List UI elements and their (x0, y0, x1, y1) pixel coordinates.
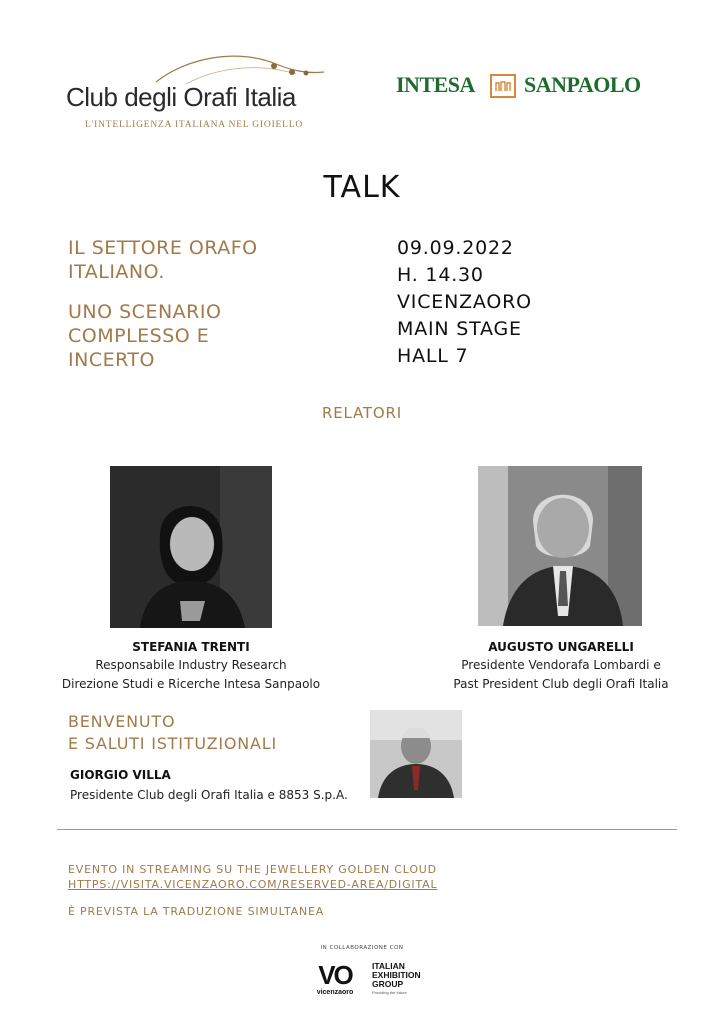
welcome-speaker-name: GIORGIO VILLA (70, 768, 171, 782)
ieg-tagline: Providing the future (372, 990, 407, 995)
club-tagline: L'INTELLIGENZA ITALIANA NEL GIOIELLO (85, 120, 304, 130)
subject-subtitle-line: COMPLESSO E (68, 325, 210, 347)
ieg-line: EXHIBITION (372, 970, 421, 980)
event-type-heading: TALK (323, 170, 401, 205)
streaming-url[interactable]: HTTPS://VISITA.VICENZAORO.COM/RESERVED-AREA/DIGITAL (68, 878, 438, 891)
sanpaolo-word: SANPAOLO (524, 72, 641, 97)
speaker-name: AUGUSTO UNGARELLI (488, 640, 634, 654)
collaboration-label: IN COLLABORAZIONE CON (320, 945, 404, 951)
welcome-line: BENVENUTO (68, 712, 176, 731)
streaming-info: EVENTO IN STREAMING SU THE JEWELLERY GOLDEN CLOUD (68, 863, 437, 876)
ieg-line: GROUP (372, 979, 404, 989)
event-details (397, 235, 532, 370)
subject-subtitle-line: INCERTO (68, 349, 155, 371)
speaker-role-line: Presidente Vendorafa Lombardi e (461, 658, 661, 672)
ieg-line: ITALIAN (372, 961, 405, 971)
streaming-link[interactable] (68, 878, 437, 891)
subject-title-line: IL SETTORE ORAFO (68, 237, 258, 259)
translation-note: È PREVISTA LA TRADUZIONE SIMULTANEA (68, 905, 325, 918)
vo-name: vicenzaoro (316, 989, 354, 996)
intesa-word: INTESA (396, 72, 475, 97)
welcome-speaker-role: Presidente Club degli Orafi Italia e 8853 S.p.A. (70, 788, 348, 802)
subject-title-line: ITALIANO. (68, 261, 165, 283)
welcome-heading (68, 711, 277, 755)
event-time: H. 14.30 (397, 264, 484, 286)
event-subject (68, 236, 368, 372)
speaker-role-line: Past President Club degli Orafi Italia (453, 677, 669, 691)
club-degli-orafi-logo (66, 48, 326, 138)
event-stage: MAIN STAGE (397, 318, 522, 340)
subject-subtitle-line: UNO SCENARIO (68, 301, 222, 323)
speaker-photo-giorgio-villa (370, 710, 462, 798)
speaker-photo-stefania-trenti (110, 466, 272, 628)
section-divider (57, 829, 677, 830)
event-date: 09.09.2022 (397, 237, 514, 259)
ieg-logo (372, 962, 442, 998)
speaker-name: STEFANIA TRENTI (132, 640, 250, 654)
intesa-sanpaolo-logo (396, 72, 656, 104)
vo-mark: VO (318, 960, 352, 990)
club-name: Club degli Orafi Italia (66, 82, 296, 112)
vicenzaoro-logo (305, 960, 365, 1000)
speaker-photo-augusto-ungarelli (478, 466, 642, 626)
event-venue: VICENZAORO (397, 291, 532, 313)
welcome-line: E SALUTI ISTITUZIONALI (68, 734, 277, 753)
intesa-mark-icon (490, 74, 516, 98)
speaker-role-line: Direzione Studi e Ricerche Intesa Sanpaolo (61, 677, 321, 691)
speaker-role (40, 656, 342, 694)
speaker-role (420, 656, 702, 694)
event-hall: HALL 7 (397, 345, 469, 367)
speakers-heading: RELATORI (322, 404, 402, 422)
speaker-role-line: Responsabile Industry Research (95, 658, 287, 672)
